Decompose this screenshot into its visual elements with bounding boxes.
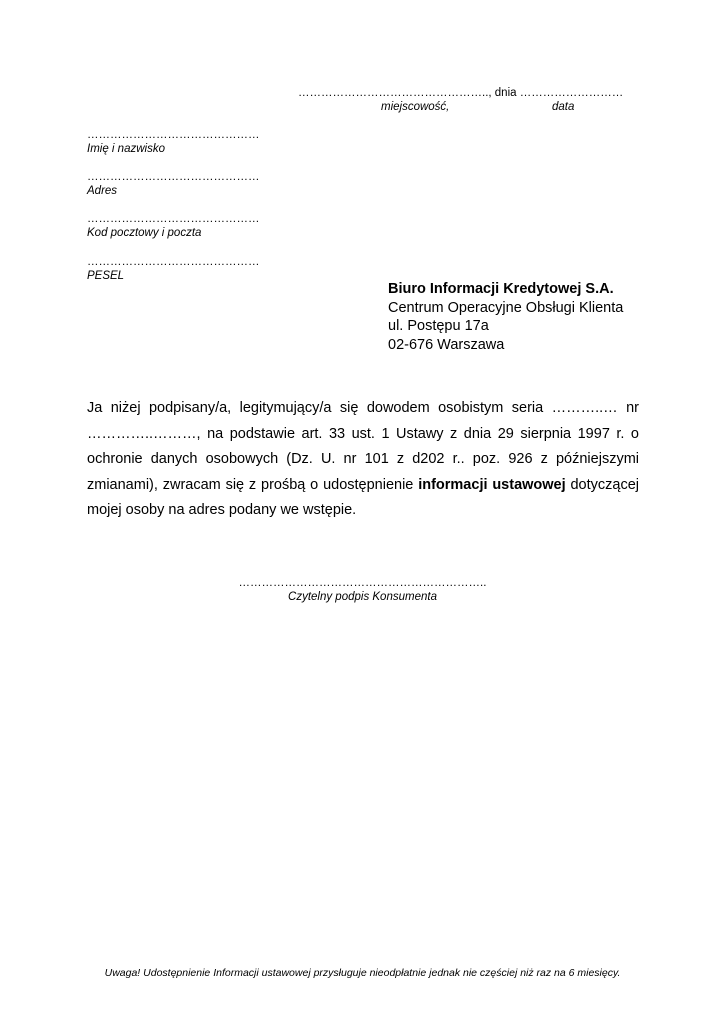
address-field-caption: Adres xyxy=(87,185,118,197)
pesel-field-caption: PESEL xyxy=(87,270,125,282)
recipient-city: 02-676 Warszawa xyxy=(388,336,505,353)
signature-block xyxy=(0,576,725,604)
address-field xyxy=(87,170,260,198)
recipient-organization: Biuro Informacji Kredytowej S.A. xyxy=(388,281,614,297)
name-field-caption: Imię i nazwisko xyxy=(87,143,165,155)
request-body-emphasis: informacji ustawowej xyxy=(418,476,566,493)
pesel-field xyxy=(87,255,260,283)
postal-code-field-caption: Kod pocztowy i poczta xyxy=(87,227,202,239)
request-body xyxy=(87,396,639,524)
recipient-address xyxy=(388,280,623,354)
footer-note: Uwaga! Udostępnienie Informacji ustawowej przysługuje nieodpłatnie jednak nie częściej niż raz na 6 miesięcy. xyxy=(104,967,621,979)
name-field-dots: ……………………………………… xyxy=(87,129,260,141)
request-body-text: Ja niżej podpisany/a, legitymujący/a się dowodem osobistym seria ………..… nr …………..………, na podstawie art. 33 ust. 1 Ustawy z dnia 29 sierpnia 1997 r. o ochronie danych osobowych (Dz. U. nr 101 z d202 r.. poz. 926 z późniejszymi zmianami), zwracam się z prośbą o udostępnienie xyxy=(87,400,639,493)
place-caption: miejscowość, xyxy=(381,101,450,113)
signature-caption: Czytelny podpis Konsumenta xyxy=(288,591,437,603)
address-field-dots: ……………………………………… xyxy=(87,171,260,183)
recipient-department: Centrum Operacyjne Obsługi Klienta xyxy=(388,299,624,316)
place-date-line: ………………………………………….., dnia ……………………… xyxy=(298,87,624,99)
signature-dots: ……………………………………………………….. xyxy=(238,577,487,589)
postal-code-field-dots: ……………………………………… xyxy=(87,213,260,225)
name-field xyxy=(87,128,260,156)
pesel-field-dots: ……………………………………… xyxy=(87,256,260,268)
request-body-ending: dotyczącej mojej osoby na adres podany we wstępie. xyxy=(87,476,639,518)
date-caption: data xyxy=(552,101,575,113)
recipient-street: ul. Postępu 17a xyxy=(388,318,489,334)
postal-code-field xyxy=(87,212,260,240)
